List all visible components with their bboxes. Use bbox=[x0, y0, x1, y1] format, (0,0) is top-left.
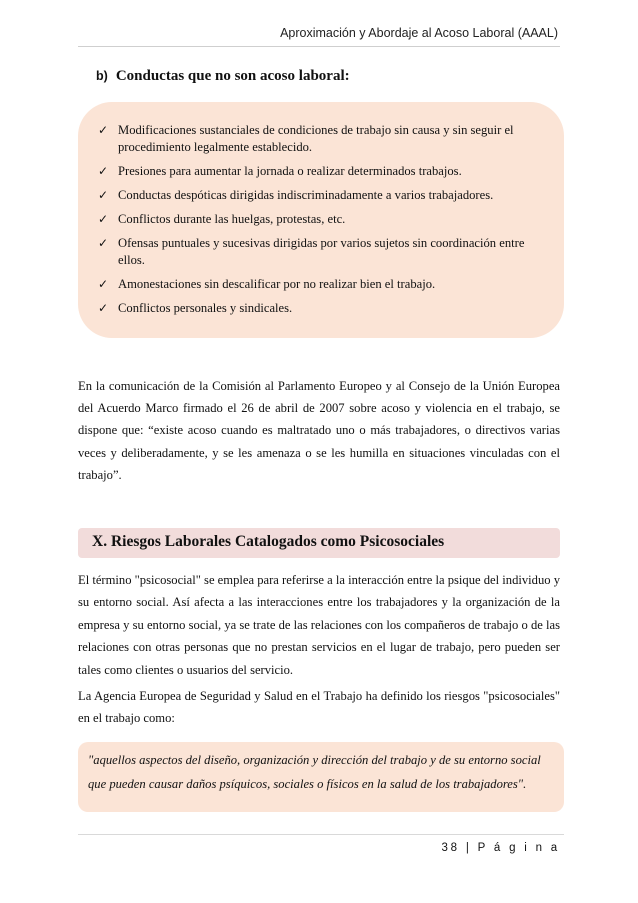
section-x-heading-box bbox=[78, 528, 560, 558]
check-icon: ✓ bbox=[98, 301, 109, 315]
section-x-title: X. Riesgos Laborales Catalogados como Psicosociales bbox=[92, 533, 445, 550]
check-icon: ✓ bbox=[98, 212, 109, 226]
header-divider bbox=[78, 46, 560, 47]
check-icon: ✓ bbox=[98, 236, 109, 250]
list-item: ✓ Amonestaciones sin descalificar por no realizar bien el trabajo. bbox=[98, 277, 436, 291]
quote-text: "aquellos aspectos del diseño, organización y dirección del trabajo y de su entorno social que pueden causar daños psíquicos, sociales o físicos en la salud de los trabajadores". bbox=[88, 753, 541, 791]
list-item: ✓ Conflictos durante las huelgas, protestas, etc. bbox=[98, 212, 346, 226]
running-header: Aproximación y Abordaje al Acoso Laboral (AAAL) bbox=[280, 26, 558, 40]
footer-divider bbox=[78, 834, 564, 835]
list-item: ✓ Conflictos personales y sindicales. bbox=[98, 301, 293, 315]
agency-definition-paragraph: La Agencia Europea de Seguridad y Salud en el Trabajo ha definido los riesgos "psicosociales" en el trabajo como: bbox=[78, 689, 560, 726]
list-item: ✓ Conductas despóticas dirigidas indiscriminadamente a varios trabajadores. bbox=[98, 188, 494, 202]
check-icon: ✓ bbox=[98, 164, 109, 178]
check-icon: ✓ bbox=[98, 188, 109, 202]
eu-agreement-paragraph: En la comunicación de la Comisión al Parlamento Europeo y al Consejo de la Unión Europea del Acuerdo Marco firmado el 26 de abril de 2007 sobre acoso y violencia en el trabajo, se dispone que: “existe acoso cuando es maltratado uno o más trabajadores, o directivos varias veces y deliberadamente, y se les amenaza o se les humilla en situaciones vinculadas con el trabajo”. bbox=[78, 379, 560, 482]
quote-box bbox=[78, 742, 564, 812]
non-harassment-list bbox=[98, 122, 538, 324]
section-b-letter: b) bbox=[96, 69, 108, 83]
list-item: ✓ Presiones para aumentar la jornada o realizar determinados trabajos. bbox=[98, 164, 462, 178]
psychosocial-definition-paragraph: El término "psicosocial" se emplea para referirse a la interacción entre la psique del individuo y su entorno social. Así afecta a las interacciones entre los trabajadores y la organización de la empresa y su entorno social, ya se trate de las relaciones con los compañeros de trabajo o de las relaciones con otras personas que no prestan servicios en el lugar de trabajo, pero pueden ser tales como clientes o usuarios del servicio. bbox=[78, 573, 561, 677]
check-icon: ✓ bbox=[98, 123, 109, 137]
list-item: ✓ Ofensas puntuales y sucesivas dirigidas por varios sujetos sin coordinación entre ellos. bbox=[98, 236, 525, 267]
section-b-title: Conductas que no son acoso laboral: bbox=[115, 68, 350, 84]
list-item: ✓ Modificaciones sustanciales de condiciones de trabajo sin causa y sin seguir el procedimiento legalmente establecido. bbox=[98, 123, 514, 154]
page-number: 38 | P á g i n a bbox=[441, 842, 560, 854]
section-b-heading bbox=[96, 68, 350, 85]
check-icon: ✓ bbox=[98, 277, 109, 291]
